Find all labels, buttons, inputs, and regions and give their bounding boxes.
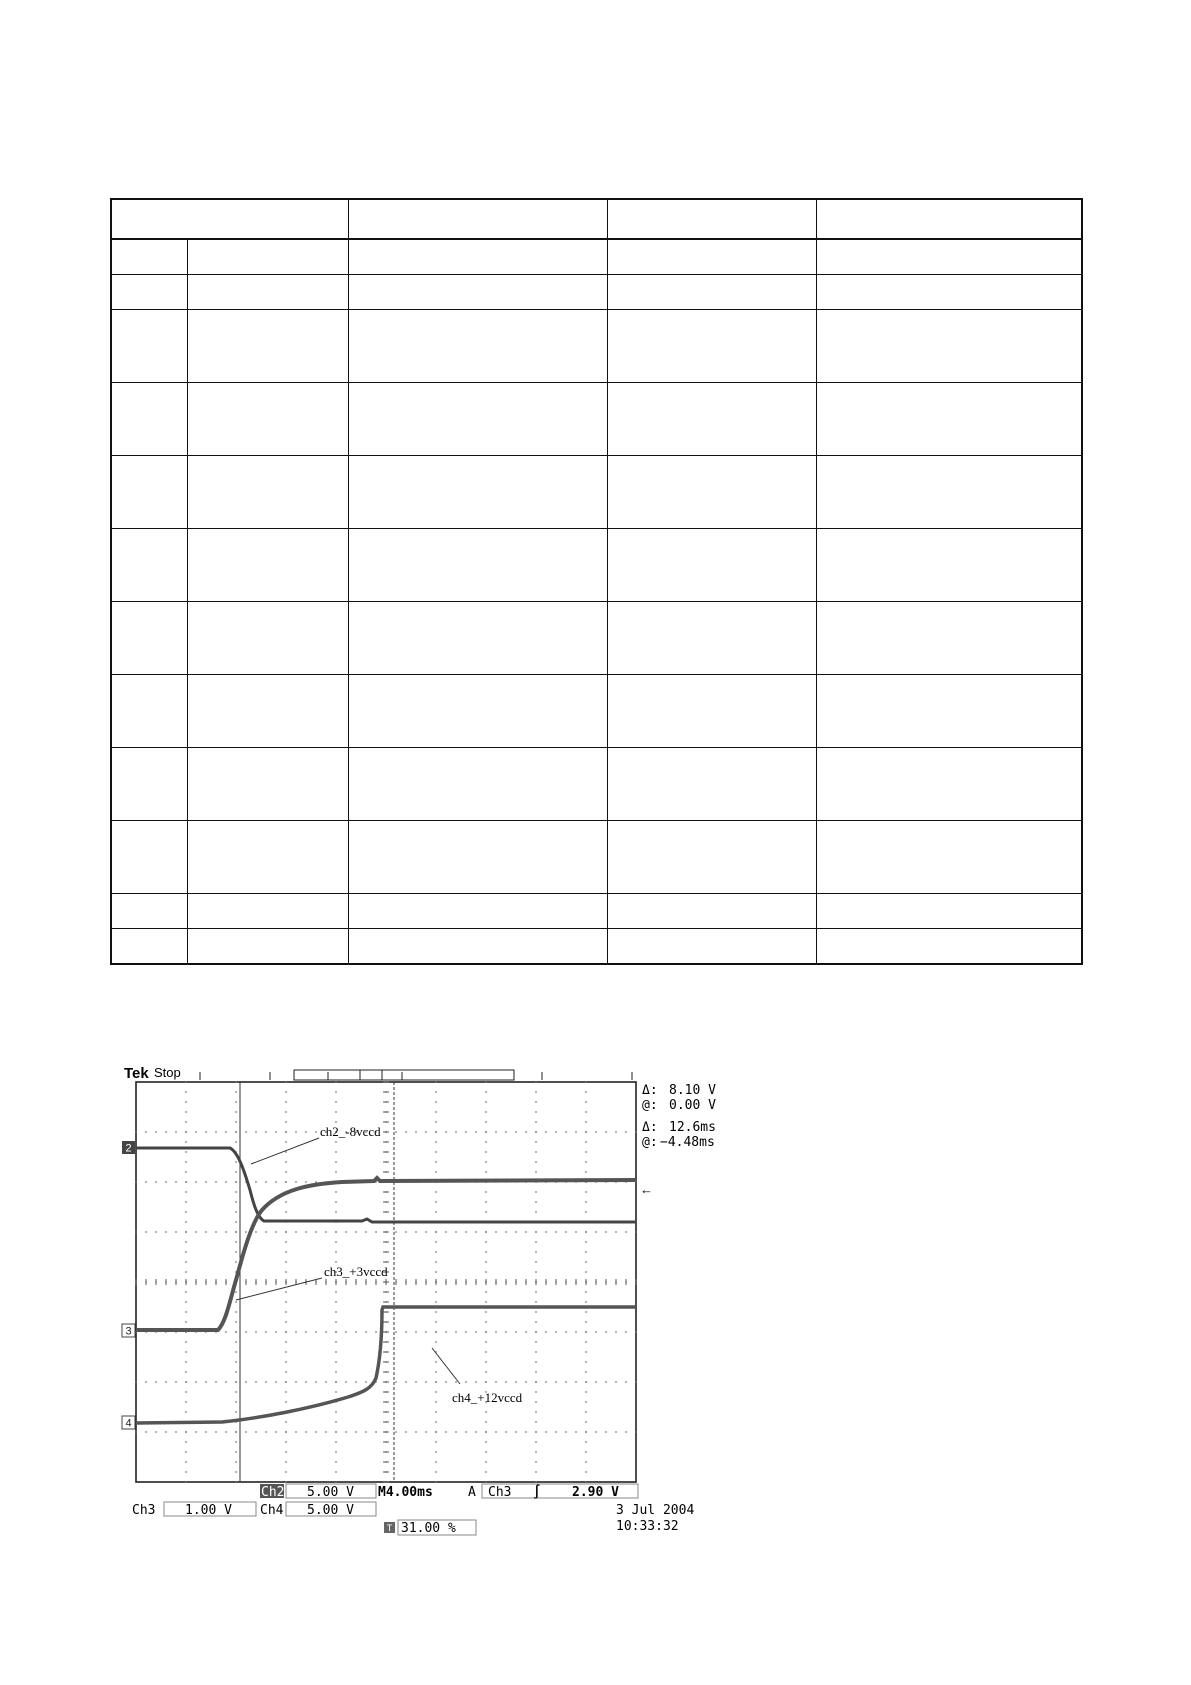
ch4-label: Ch4 <box>260 1503 284 1518</box>
table-cell <box>607 383 816 456</box>
table-cell <box>816 894 1082 929</box>
ch3-ground-marker <box>122 1324 135 1338</box>
table-cell <box>187 239 348 275</box>
table-cell <box>607 894 816 929</box>
table-row <box>111 456 1082 529</box>
delta-v-value: 8.10 V <box>669 1083 716 1098</box>
delta-t-label: Δ: <box>642 1120 658 1135</box>
table-cell <box>816 239 1082 275</box>
table-header-cell <box>348 199 607 239</box>
ch4-annotation: ch4_+12vccd <box>452 1390 523 1405</box>
at-t-value: −4.48ms <box>660 1135 715 1150</box>
table-cell <box>816 748 1082 821</box>
oscilloscope-capture <box>112 1060 792 1560</box>
at-v-label: @: <box>642 1098 658 1113</box>
at-v-value: 0.00 V <box>669 1098 716 1113</box>
table-cell <box>607 929 816 965</box>
capture-date: 3 Jul 2004 <box>616 1503 695 1518</box>
ch2-ground-marker <box>122 1141 135 1155</box>
table-row <box>111 529 1082 602</box>
table-cell <box>348 894 607 929</box>
capture-time: 10:33:32 <box>616 1519 679 1534</box>
svg-text:T: T <box>386 1523 393 1533</box>
trigger-slope: ∫ <box>533 1485 541 1500</box>
table-cell <box>816 929 1082 965</box>
table-row <box>111 894 1082 929</box>
table-cell <box>816 529 1082 602</box>
svg-text:3: 3 <box>125 1325 132 1338</box>
table-cell <box>607 675 816 748</box>
table-cell <box>607 748 816 821</box>
spec-table <box>110 198 1083 965</box>
table-header-cell <box>607 199 816 239</box>
table-cell <box>348 748 607 821</box>
table-cell <box>348 602 607 675</box>
table-header-row <box>111 199 1082 239</box>
table-cell <box>111 821 187 894</box>
table-cell <box>187 602 348 675</box>
table-row <box>111 310 1082 383</box>
table-cell <box>607 602 816 675</box>
ch3-annotation: ch3_+3vccd <box>324 1264 388 1279</box>
trigger-level-arrow: ← <box>640 1182 653 1197</box>
table-cell <box>111 529 187 602</box>
table-cell <box>187 529 348 602</box>
table-cell <box>111 894 187 929</box>
table-cell <box>187 310 348 383</box>
at-t-label: @: <box>642 1135 658 1150</box>
table-cell <box>111 929 187 965</box>
table-row <box>111 748 1082 821</box>
table-cell <box>348 383 607 456</box>
svg-text:2: 2 <box>125 1142 132 1155</box>
ch3-label: Ch3 <box>132 1503 156 1518</box>
table-cell <box>348 275 607 310</box>
table-cell <box>111 456 187 529</box>
table-cell <box>607 275 816 310</box>
trigger-level: 2.90 V <box>572 1485 619 1500</box>
table-cell <box>816 602 1082 675</box>
table-cell <box>111 602 187 675</box>
table-row <box>111 929 1082 965</box>
table-cell <box>348 929 607 965</box>
table-cell <box>187 894 348 929</box>
table-cell <box>607 310 816 383</box>
table-row <box>111 239 1082 275</box>
table-cell <box>187 748 348 821</box>
ch4-scale: 5.00 V <box>307 1503 354 1518</box>
table-cell <box>348 239 607 275</box>
table-row <box>111 383 1082 456</box>
ch2-label: Ch2 <box>261 1485 285 1500</box>
svg-text:4: 4 <box>125 1417 132 1430</box>
table-cell <box>607 456 816 529</box>
table-cell <box>816 675 1082 748</box>
table-cell <box>187 383 348 456</box>
scope-brand: Tek <box>124 1065 149 1082</box>
record-bar <box>200 1070 632 1080</box>
settings-bar <box>132 1484 694 1536</box>
table-cell <box>816 310 1082 383</box>
table-row <box>111 821 1082 894</box>
table-cell <box>607 529 816 602</box>
trigger-source: Ch3 <box>488 1485 512 1500</box>
table-header-cell <box>816 199 1082 239</box>
table-cell <box>816 275 1082 310</box>
table-cell <box>111 239 187 275</box>
cursor-readout <box>642 1083 716 1150</box>
table-cell <box>111 383 187 456</box>
ch3-scale: 1.00 V <box>185 1503 232 1518</box>
ch2-scale: 5.00 V <box>307 1485 354 1500</box>
table-cell <box>348 456 607 529</box>
delta-v-label: Δ: <box>642 1083 658 1098</box>
table-cell <box>607 821 816 894</box>
table-cell <box>348 529 607 602</box>
table-row <box>111 275 1082 310</box>
trigger-position-icon <box>384 1522 395 1533</box>
trigger-mode: A <box>468 1485 476 1500</box>
trigger-position: 31.00 % <box>401 1521 456 1536</box>
table-header-cell <box>111 199 348 239</box>
table-cell <box>111 675 187 748</box>
table-cell <box>816 383 1082 456</box>
table-cell <box>111 748 187 821</box>
table-cell <box>187 929 348 965</box>
table-cell <box>187 675 348 748</box>
ch2-annotation: ch2_-8vccd <box>320 1124 381 1139</box>
table-cell <box>111 310 187 383</box>
table-cell <box>348 310 607 383</box>
table-row <box>111 675 1082 748</box>
table-cell <box>187 275 348 310</box>
table-cell <box>187 456 348 529</box>
delta-t-value: 12.6ms <box>669 1120 716 1135</box>
table-cell <box>111 275 187 310</box>
table-cell <box>187 821 348 894</box>
table-cell <box>816 456 1082 529</box>
scope-status: Stop <box>154 1065 181 1080</box>
table-cell <box>348 675 607 748</box>
table-cell <box>816 821 1082 894</box>
ch4-ground-marker <box>122 1416 135 1430</box>
table-cell <box>348 821 607 894</box>
timebase: M4.00ms <box>378 1485 433 1500</box>
table-cell <box>607 239 816 275</box>
table-row <box>111 602 1082 675</box>
